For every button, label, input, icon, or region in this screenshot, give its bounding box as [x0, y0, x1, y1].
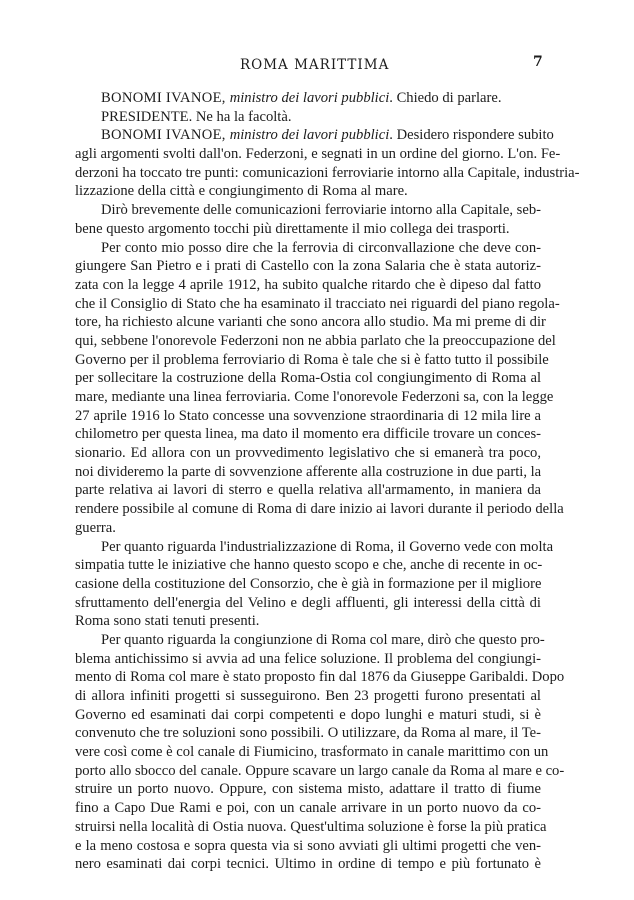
text-segment: struire un porto nuovo. Oppure, con sistema misto, adattare il tratto di fiume	[75, 781, 541, 798]
text-segment: Governo per il problema ferroviario di Roma è tale che si è fatto tutto il possibile	[75, 351, 549, 368]
text-segment: chilometro per questa linea, ma dato il momento era difficile trovare un conces-	[75, 426, 541, 443]
text-segment: per sollecitare la costruzione della Roma-Ostia col congiungimento di Roma al	[75, 370, 541, 387]
text-line	[75, 706, 541, 725]
text-segment: struirsi nella località di Ostia nuova. Quest'ultima soluzione è forse la più pratica	[75, 818, 547, 835]
text-segment: bene questo argomento tocchi più direttamente il mio collega dei trasporti.	[75, 220, 510, 237]
text-line	[75, 575, 541, 594]
text-line	[75, 164, 580, 183]
text-line	[75, 799, 541, 818]
text-segment: zata con la legge 4 aprile 1912, ha subito qualche ritardo che è dipeso dal fatto	[75, 276, 541, 293]
text-segment: giungere San Pietro e i prati di Castello con la zona Salaria che è stata autoriz-	[75, 258, 541, 275]
text-line	[75, 481, 541, 500]
text-line	[75, 444, 541, 463]
text-segment: Governo ed esaminati dai corpi competenti e dopo lunghi e maturi studi, si è	[75, 706, 541, 723]
text-line	[75, 276, 541, 295]
body-text	[75, 89, 580, 874]
text-segment: vere così come è col canale di Fiumicino, trasformato in canale marittimo con un	[75, 744, 549, 761]
text-line	[75, 631, 545, 650]
text-line	[75, 668, 565, 687]
text-line	[75, 295, 560, 314]
text-line	[75, 388, 554, 407]
text-line	[75, 463, 541, 482]
text-segment: Dirò brevemente delle comunicazioni ferroviarie intorno alla Capitale, seb-	[101, 202, 541, 219]
text-line	[75, 369, 541, 388]
text-line	[75, 612, 541, 631]
text-line	[75, 407, 541, 426]
text-segment: derzoni ha toccato tre punti: comunicazioni ferroviarie intorno alla Capitale, industria-	[75, 164, 580, 181]
text-segment: simpatia tutte le iniziative che hanno questo scopo e che, anche di recente in oc-	[75, 557, 543, 574]
page-number: 7	[533, 54, 543, 70]
text-segment: di allora infiniti progetti si susseguirono. Ben 23 progetti furono presentati al	[75, 688, 541, 704]
text-line	[75, 500, 564, 519]
text-segment: . Desidero rispondere subito	[389, 127, 554, 144]
text-segment: convenuto che tre soluzioni sono possibili. O utilizzare, da Roma al mare, il Te-	[75, 725, 541, 742]
text-line	[75, 89, 541, 108]
text-segment: noi divideremo la parte di sovvenzione afferente alla costruzione in due parti, la	[75, 463, 542, 480]
text-segment: Per conto mio posso dire che la ferrovia di circonvallazione che deve con-	[101, 239, 541, 256]
text-line	[75, 556, 541, 575]
text-segment: fino a Capo Due Rami e poi, con un canale arrivare in un porto nuovo da co-	[75, 800, 541, 817]
text-line	[75, 239, 541, 258]
text-line	[75, 724, 541, 743]
text-line	[75, 257, 541, 276]
text-line	[75, 351, 549, 370]
text-segment: lizzazione della città e congiungimento di Roma al mare.	[75, 183, 408, 200]
text-segment: qui, sebbene l'onorevole Federzoni non ne abbia parlato che la preoccupazione del	[75, 332, 556, 349]
text-line	[75, 594, 541, 613]
text-line	[75, 650, 541, 669]
text-line	[75, 201, 541, 220]
text-segment: parte relativa ai lavori di sterro e quella relativa all'armamento, in maniera da	[75, 482, 541, 499]
text-segment: sionario. Ed allora con un provvedimento legislativo che si emanerà tra poco,	[75, 445, 541, 462]
text-line	[75, 425, 541, 444]
text-segment: mento di Roma col mare è stato proposto fin dal 1876 da Giuseppe Garibaldi. Dopo	[75, 669, 565, 686]
text-segment: . Chiedo di parlare.	[389, 90, 502, 106]
speaker-name: BONOMI IVANOE,	[101, 90, 230, 106]
text-line	[75, 519, 541, 538]
text-line	[75, 687, 541, 706]
text-segment: mare, mediante una linea ferroviaria. Come l'onorevole Federzoni sa, con la legge	[75, 389, 554, 405]
speaker-role: ministro dei lavori pubblici	[229, 90, 390, 106]
text-segment: rendere possibile al comune di Roma di dare inizio ai lavori durante il periodo della	[75, 501, 564, 518]
text-segment: nero esaminati dai corpi tecnici. Ultimo in ordine di tempo e più fortunato è	[75, 856, 541, 873]
text-line	[75, 780, 541, 799]
text-line	[75, 108, 541, 127]
text-segment: Per quanto riguarda l'industrializzazione di Roma, il Governo vede con molta	[101, 538, 554, 555]
running-title: ROMA MARITTIMA	[240, 57, 390, 73]
text-segment: Roma sono stati tenuti presenti.	[75, 613, 260, 630]
text-segment: PRESIDENTE. Ne ha la facoltà.	[101, 108, 292, 125]
text-segment: 27 aprile 1916 lo Stato concesse una sovvenzione straordinaria di 12 mila lire a	[75, 407, 541, 424]
text-segment: tore, ha richiesto alcune varianti che sono ancora allo studio. Ma mi preme di dir	[75, 314, 546, 331]
text-line	[75, 126, 554, 145]
text-line	[75, 145, 561, 164]
text-line	[75, 182, 541, 201]
text-segment: guerra.	[75, 519, 116, 536]
text-line	[75, 220, 541, 239]
text-line	[75, 538, 554, 557]
text-line	[75, 818, 547, 837]
text-line	[75, 332, 556, 351]
text-segment: e la meno costosa e sopra questa via si sono avviati gli ultimi progetti che ven-	[75, 837, 541, 854]
text-segment: sfruttamento dell'energia del Velino e degli affluenti, gli interessi della città di	[75, 594, 541, 611]
text-segment: blema antichissimo si avvia ad una felice soluzione. Il problema del congiungi-	[75, 650, 541, 667]
text-line	[75, 743, 549, 762]
speaker-name: BONOMI IVANOE,	[101, 127, 230, 144]
text-line	[75, 855, 541, 874]
text-line	[75, 762, 565, 781]
text-segment: agli argomenti svolti dall'on. Federzoni, e segnati in un ordine del giorno. L'on. Fe-	[75, 146, 561, 163]
text-segment: casione della costituzione del Consorzio, che è già in formazione per il migliore	[75, 575, 542, 592]
text-segment: Per quanto riguarda la congiunzione di Roma col mare, dirò che questo pro-	[101, 631, 545, 648]
text-line	[75, 837, 541, 856]
text-line	[75, 313, 546, 332]
text-segment: che il Consiglio di Stato che ha esaminato il tracciato nei riguardi del piano regola-	[75, 295, 560, 312]
text-segment: porto allo sbocco del canale. Oppure scavare un largo canale da Roma al mare e co-	[75, 762, 565, 779]
speaker-role: ministro dei lavori pubblici	[229, 127, 390, 144]
